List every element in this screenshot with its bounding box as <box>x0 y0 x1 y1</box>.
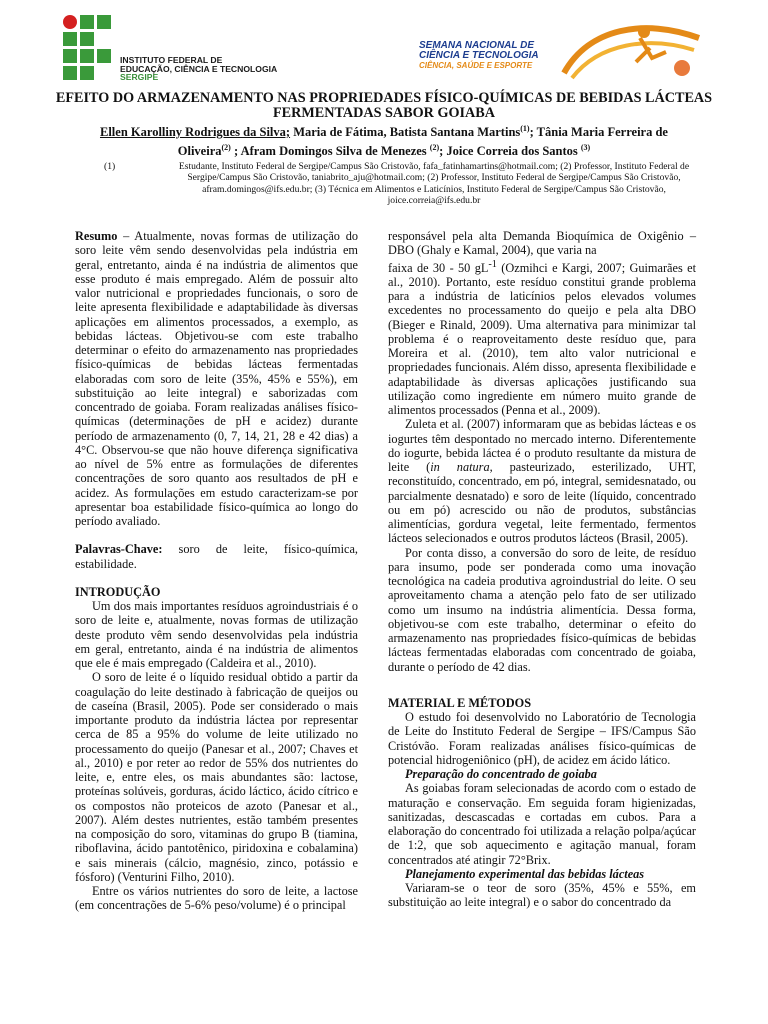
subheading: Planejamento experimental das bebidas lácteas <box>405 866 645 881</box>
abstract-text: – Atualmente, novas formas de utilização do soro leite vêm sendo desenvolvidas pela indústria em geral, entretanto, ainda é na indústria de alimentos que esse produto é mais empregado. Além de possuir alto valor nutricional e propriedades funcionais, o soro de leite apresenta flexibilidade e adaptabilidade às diversas aplicações em alimentos processados, a exemplo, as bebidas lácteas. Objetivou-se com este trabalho determinar o efeito do armazenamento nas propriedades físico-químicas de bebidas lácteas fermentadas elaboradas com soro de leite (35%, 45% e 55%), em substituição ao leite integral) e saborizadas com concentrado de goiaba. Foram realizadas análises físico-químicas (determinações de pH e acidez) durante período de armazenamento (0, 7, 14, 21, 28 e 42 dias) a 4°C. Observou-se que não houve diferença significativa ao nível de 5% entre as formulações de diferentes concentrações de soro quanto aos resultados de pH e acidez. As formulações em estudo caracterizam-se por apresentar boa estabilidade físico-química ao longo do período avaliado. <box>75 229 358 528</box>
intro-paragraph: Um dos mais importantes resíduos agroindustriais é o soro de leite e, atualmente, novas formas de utilização deste produto vêm sendo desenvolvidas pela indústria em geral, entretanto, ainda é na indústria de alimentos que ele é mais empregado (Caldeira et al., 2010). <box>75 599 358 670</box>
keywords-label: Palavras-Chave: <box>75 542 163 557</box>
intro-heading: INTRODUÇÃO <box>75 584 161 599</box>
institution-line-3: SERGIPE <box>120 72 159 83</box>
methods-heading: MATERIAL E MÉTODOS <box>388 695 532 710</box>
right-column <box>388 229 696 910</box>
keywords-text: soro de leite, físico-química, estabilidade. <box>75 542 358 571</box>
author-1: Ellen Karolliny Rodrigues da Silva; <box>99 125 291 140</box>
event-line-3: CIÊNCIA, SAÚDE E ESPORTE <box>419 61 533 70</box>
author-3-affil: (2) <box>221 143 231 153</box>
affiliations <box>104 161 704 207</box>
methods-paragraph: Variaram-se o teor de soro (35%, 45% e 55%, em substituição ao leite integral) e o sabor do concentrado da <box>388 881 696 910</box>
italic-text: in natura, <box>430 460 493 475</box>
body-paragraph: Por conta disso, a conversão do soro de leite, de resíduo para insumo, pode ser ponderada como uma inovação tecnológica na cadeia produtiva agroindustrial do leite. O seu aproveitamento chama a atenção pelo fato de ser utilizado como um insumo na indústria alimentícia. Dessa forma, objetivou-se com este trabalho, determinar o efeito do armazenamento nas propriedades físico-químicas de bebidas lácteas fermentadas elaboradas com concentrado de goiaba, durante o período de 42 dias. <box>388 545 696 674</box>
keywords <box>75 542 358 571</box>
author-4: ; Afram Domingos Silva de Menezes <box>230 144 430 159</box>
superscript: -1 <box>488 258 497 270</box>
affiliation-number: (1) <box>104 161 116 172</box>
institution-line-2: EDUCAÇÃO, CIÊNCIA E TECNOLOGIA <box>120 63 278 74</box>
author-5-affil: (3) <box>580 143 591 153</box>
text-run: (Ozmihci e Kargi, 2007; Guimarães et al., 2010). Portanto, este resíduo constitui grande problema para a indústria de laticínios pelos elevados volumes excedentes no processamento do queijo e pela alta DBO (Bieger e Rinald, 2009). Uma alternativa para minimizar tal problema é o reaproveitamento deste resíduo que, para Moreira et al. (2010), tem alto valor nutricional e propriedades funcionais. Além disso, apresenta flexibilidade e adaptabilidade às diversas aplicações justificando sua utilização como ingrediente em número muito grande de alimentos processados (Penna et al., 2009). <box>388 260 696 418</box>
event-name <box>419 41 539 71</box>
paper-title: EFEITO DO ARMAZENAMENTO NAS PROPRIEDADES FÍSICO-QUÍMICAS DE BEBIDAS LÁCTEAS FERMENTADAS SABOR GOIABA <box>55 90 713 121</box>
author-2-affil: (1) <box>520 124 530 133</box>
text-run: faixa de 30 - 50 gL <box>388 260 489 275</box>
author-2: Maria de Fátima, Batista Santana Martins <box>290 125 521 140</box>
author-3: ; Tânia Maria Ferreira de Oliveira <box>177 125 668 159</box>
institution-name <box>120 56 277 82</box>
text-run: Zuleta et al. (2007) informaram que as bebidas lácteas e os iogurtes têm despontado no mercado interno. Diferentemente do iogurte, bebida láctea é o produto resultante da mistura de leite ( <box>388 417 696 475</box>
author-list <box>80 121 688 159</box>
abstract <box>75 229 358 528</box>
body-paragraph <box>388 417 696 545</box>
subheading: Preparação do concentrado de goiaba <box>405 767 597 782</box>
event-line-2: CIÊNCIA E TECNOLOGIA <box>419 50 539 61</box>
institution-line-1: INSTITUTO FEDERAL DE <box>120 55 223 65</box>
body-paragraph <box>388 258 696 418</box>
page-header <box>0 0 768 92</box>
text-run: pasteurizado, esterilizado, UHT, reconstituído, concentrado, em pó, integral, semidesnatado, ou parcialmente desnatado) e soro de leite (líquido, concentrado ou em pó) acrescido ou não de produtos, substâncias alimentícias, gordura vegetal, leite fermentado, fermentos lácteos selecionados e outros produtos lácteos (Brasil, 2005). <box>388 460 696 546</box>
intro-paragraph: O soro de leite é o líquido residual obtido a partir da coagulação do leite destinado à fabricação de queijos ou de caseína (Brasil, 2005). Pode ser considerado o mais importante produto da indústria láctea por representar cerca de 85 a 95% do volume de leite utilizado no processamento do queijo (Panesar et al., 2007; Chaves et al., 2010) e por reter ao redor de 55% dos nutrientes do leite, e, entre eles, os mais abundantes são: lactose, proteínas solúveis, gorduras, ácido láctico, ácido cítrico e os compostos não proteicos de azoto (Panesar et al., 2007). Além destes nutrientes, estão também presentes na composição do soro, vitaminas do grupo B (tiamina, riboflavina, ácido pantotênico, piridoxina e cobalamina) e sais minerais (cálcio, magnésio, zinco, potássio e fósforo) (Venturini Filho, 2010). <box>75 670 358 884</box>
abstract-label: Resumo <box>75 229 118 243</box>
affiliation-text: Estudante, Instituto Federal de Sergipe/Campus São Cristovão, fafa_fatinhamartins@hotmail.com; (2) Professor, Instituto Federal de Sergipe/Campus São Cristovão, taniabrito_aju@hotmail.com; (2) Professor, Instituto Federal de Sergipe/Campus São Cristovão, afram.domingos@ifs.edu.br; (3) Técnica em Alimentos e Laticínios, Instituto Federal de Sergipe/Campus São Cristovão, joice.correia@ifs.edu.br <box>178 161 690 207</box>
methods-paragraph: O estudo foi desenvolvido no Laboratório de Tecnologia de Leite do Instituto Federal de Sergipe – IFS/Campus São Cristóvão. Foram realizadas análises físico-químicas de potencial hidrogeniônico (pH), de acidez em ácido lático. <box>388 710 696 767</box>
author-5: ; Joice Correia dos Santos <box>439 144 581 159</box>
methods-paragraph: As goiabas foram selecionadas de acordo com o estado de maturação e conservação. Em seguida foram higienizadas, sanitizadas, descascadas e cortadas em cubos. Para a elaboração do concentrado foi utilizada a relação polpa/açúcar de 1:2, que sob aquecimento e agitação manual, foram concentrados até atingir 72°Brix. <box>388 781 696 867</box>
intro-paragraph: Entre os vários nutrientes do soro de leite, a lactose (em concentrações de 5-6% peso/volume) é o principal <box>75 884 358 913</box>
author-4-affil: (2) <box>429 143 440 153</box>
left-column <box>75 229 358 913</box>
event-line-1: SEMANA NACIONAL DE <box>419 40 535 51</box>
ifs-logo-icon <box>62 14 122 80</box>
body-paragraph: responsável pela alta Demanda Bioquímica de Oxigênio – DBO (Ghaly e Kamal, 2004), que varia na <box>388 229 696 258</box>
